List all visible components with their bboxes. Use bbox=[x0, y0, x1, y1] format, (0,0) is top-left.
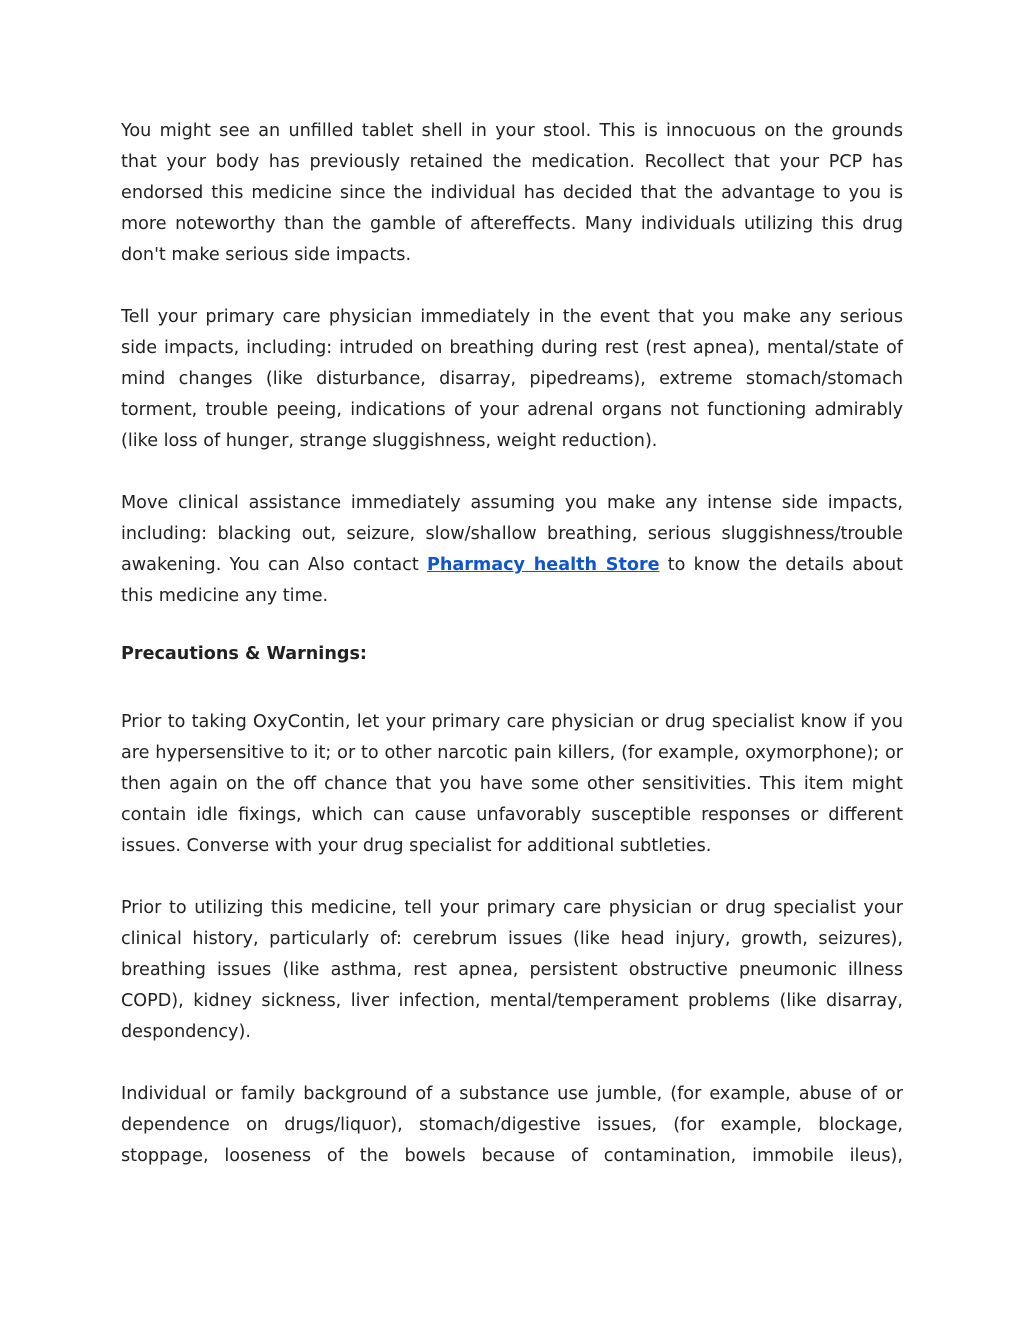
paragraph-side-effects-intro: You might see an unfilled tablet shell in your stool. This is innocuous on the grounds that your body has previously retained the medication. Recollect that your PCP has endorsed this medicine since the individual has decided that the advantage to you is more noteworthy than the gamble of aftereffects. Many individuals utilizing this drug don't make serious side impacts. bbox=[121, 121, 903, 265]
pharmacy-health-store-link[interactable]: Pharmacy health Store bbox=[426, 555, 660, 575]
paragraph-medical-help bbox=[121, 488, 903, 612]
paragraph-medical-history: Prior to utilizing this medicine, tell your primary care physician or drug specialist your clinical history, particularly of: cerebrum issues (like head injury, growth, seizures), breathing issues (like asthma, rest apnea, persistent obstructive pneumonic illness COPD), kidney sickness, liver infection, mental/temperament problems (like disarray, despondency). bbox=[121, 898, 903, 1042]
section-heading-precautions: Precautions & Warnings: bbox=[121, 644, 367, 664]
document-page bbox=[121, 116, 903, 1172]
paragraph-family-history: Individual or family background of a substance use jumble, (for example, abuse of or dependence on drugs/liquor), stomach/digestive issues, (for example, blockage, stoppage, looseness of the bowels because of contamination, immobile ileus), bbox=[121, 1084, 903, 1166]
paragraph-medical-help-text-before: Move clinical assistance immediately assuming you make any intense side impacts, including: blacking out, seizure, slow/shallow breathing, serious sluggishness/trouble awakening. You can Also contact bbox=[121, 493, 903, 575]
paragraph-medical-help-text-after: to know the details about this medicine any time. bbox=[121, 555, 903, 606]
paragraph-allergies: Prior to taking OxyContin, let your primary care physician or drug specialist know if you are hypersensitive to it; or to other narcotic pain killers, (for example, oxymorphone); or then again on the off chance that you have some other sensitivities. This item might contain idle fixings, which can cause unfavorably susceptible responses or different issues. Converse with your drug specialist for additional subtleties. bbox=[121, 712, 903, 856]
paragraph-serious-side-effects: Tell your primary care physician immediately in the event that you make any serious side impacts, including: intruded on breathing during rest (rest apnea), mental/state of mind changes (like disturbance, disarray, pipedreams), extreme stomach/stomach torment, trouble peeing, indications of your adrenal organs not functioning admirably (like loss of hunger, strange sluggishness, weight reduction). bbox=[121, 307, 903, 451]
